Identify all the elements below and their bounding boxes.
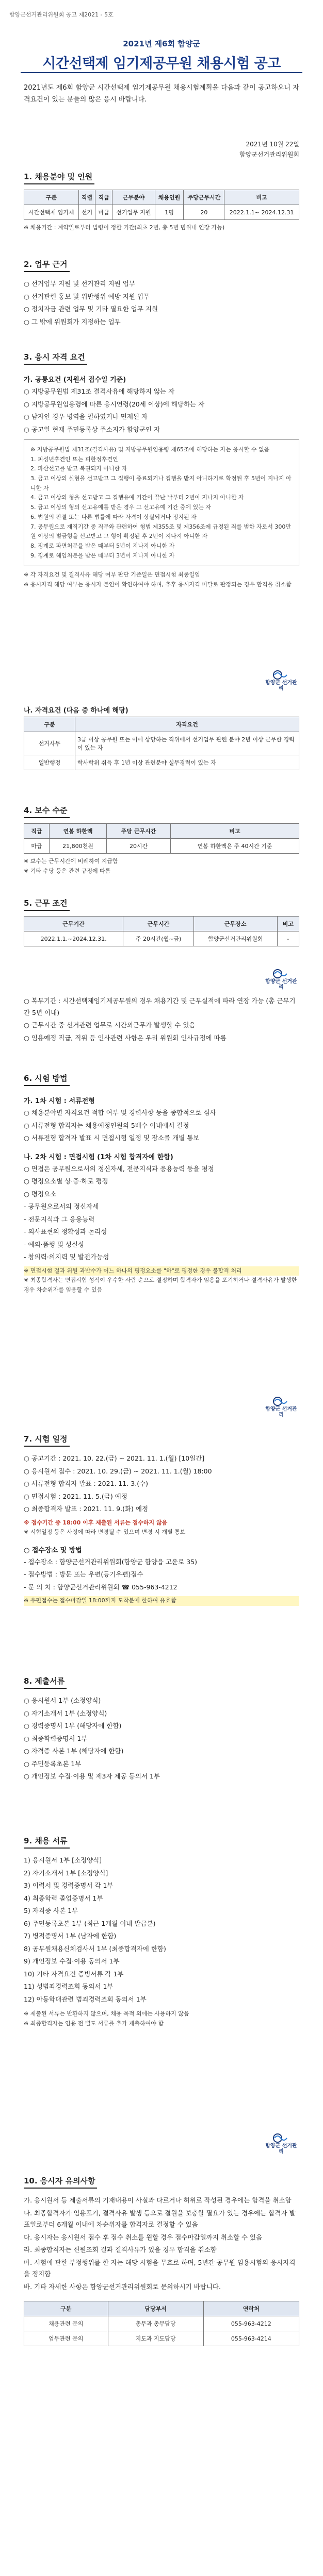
dateline [239,139,299,160]
table-header-row [24,190,299,205]
list-item: ○ 면접시험 : 2021. 11. 5.(금) 예정 [24,1492,127,1500]
stamp-logo [263,969,299,990]
note-text: ※ 최종합격자는 임용 전 별도 서류를 추가 제출하여야 함 [24,2020,164,2027]
note-text: 6. 법원의 판결 또는 다른 법률에 따라 자격이 상실되거나 정지된 자 [30,513,197,520]
stamp-label: 함양군 선거관리 [265,2143,297,2155]
header-year-line: 2021년 제6회 함양군 [123,39,200,48]
table-header: 연봉 하한액 [49,824,106,839]
list-item: 3) 이력서 및 경력증명서 각 1부 [24,1882,114,1889]
table-header: 구분 [24,2301,108,2316]
title-rule [21,72,302,73]
table-cell: 선거 [78,205,95,220]
list-item: ○ 근무시간 중 선거관련 업무로 시간외근무가 발생할 수 있음 [24,1021,196,1029]
section-schedule [24,1432,299,1606]
list-item: ○ 정치자금 관련 업무 및 기타 필요한 업무 지원 [24,305,158,313]
note-text: 7. 공무원으로 재직기간 중 직무와 관련하여 형법 제355조 및 제356조에 규정된 죄를 범한 자로서 300만원 이상의 벌금형을 선고받고 그 형이 확정된 후 2년이 지나지 아니한 자 [30,523,291,540]
list-item: 다. 응시자는 응시원서 접수 후 접수 취소를 원할 경우 접수마감일까지 취소할 수 있음 [24,2233,263,2241]
list-item: ○ 평정요소별 상·중·하로 평정 [24,1177,108,1185]
table-cell: 채용관련 문의 [24,2316,108,2331]
table-row [24,2331,299,2346]
list-item: 마. 시험에 관한 부정행위를 한 자는 해당 시험을 무효로 하며, 5년간 공무원 임용시험의 응시자격을 정지함 [24,2258,296,2278]
note-text: ※ 기타 수당 등은 관련 규정에 따름 [24,867,111,874]
subsection-title: 나. 2차 시험 : 면접시험 (1차 시험 합격자에 한함) [24,1153,173,1161]
list-item: ○ 공고일 현재 주민등록상 주소지가 함양군인 자 [24,425,160,433]
list-item: ○ 자기소개서 1부 (소정양식) [24,1709,107,1717]
list-item: ○ 서류전형 합격자 발표 시 면접시험 일정 및 장소를 개별 통보 [24,1134,200,1142]
qualification-table [24,717,299,770]
subsection-title: 가. 공통요건 (지원서 접수일 기준) [24,376,126,384]
list-item: - 문 의 처 : 함양군선거관리위원회 ☎ 055-963-4212 [24,1583,177,1591]
note-text: 4. 금고 이상의 형을 선고받고 그 집행유예 기간이 끝난 날부터 2년이 지나지 아니한 자 [30,494,244,501]
remark-text: ※ 각 자격요건 및 결격사유 해당 여부 판단 기준일은 면접시험 최종일임 [24,571,200,579]
list-item: 2) 자기소개서 1부 [소정양식] [24,1869,108,1877]
table-header: 근무기간 [24,917,123,931]
section-exam-method [24,1072,299,1295]
table-cell: - [277,931,299,946]
announce-signer: 함양군선거관리위원회 [239,151,299,159]
list-item: - 접수방법 : 방문 또는 우편(등기우편)접수 [24,1570,143,1579]
conditions-table [24,916,299,946]
list-item: ○ 서류전형 합격자는 채용예정인원의 5배수 이내에서 결정 [24,1121,189,1129]
table-header: 주당 근무시간 [107,824,171,839]
list-item: ○ 최종합격자 발표 : 2021. 11. 9.(화) 예정 [24,1505,149,1513]
table-cell: 선거업무 지원 [112,205,155,220]
section-title: 9. 채용 서류 [24,1834,70,1849]
list-item: ○ 최종학력증명서 1부 [24,1734,88,1742]
table-header: 직급 [95,190,112,205]
list-item: ○ 응시원서 접수 : 2021. 10. 29.(금) ~ 2021. 11. 1.(월) 18:00 [24,1467,212,1475]
table-header: 구분 [24,717,75,732]
table-header-row [24,917,299,931]
note-text: 1. 피성년후견인 또는 피한정후견인 [30,455,118,463]
stamp-logo [263,670,299,691]
section-hiring-docs [24,1834,299,2028]
list-item: ○ 선거업무 지원 및 선거관리 지원 업무 [24,280,135,287]
table-cell: 3급 이상 공무원 또는 이에 상당하는 직위에서 선거업무 관련 분야 2년 이상 근무한 경력이 있는 자 [75,732,299,755]
table-cell: 연봉 하한액은 주 40시간 기준 [171,839,299,854]
section-conditions-notes [24,994,299,1045]
table-cell: 마급 [95,205,112,220]
section-title: 3. 응시 자격 요건 [24,350,87,365]
table-header: 연락처 [203,2301,299,2316]
stamp-label: 함양군 선거관리 [265,979,297,990]
table-cell: 함양군선거관리위원회 [193,931,277,946]
table-header-row [24,717,299,732]
list-item: ○ 임용예정 직급, 직위 등 인사관련 사항은 우리 위원회 인사규정에 따름 [24,1033,227,1042]
table-cell: 일반행정 [24,755,75,770]
section-recruit [24,170,299,233]
list-item: ○ 경력증명서 1부 (해당자에 한함) [24,1722,122,1730]
section-notices [24,2174,299,2346]
table-cell: 20시간 [107,839,171,854]
list-item: ○ 지방공무원법 제31조 결격사유에 해당하지 않는 자 [24,387,175,395]
table-cell: 2022.1.1.~2024.12.31. [24,931,123,946]
section-title: 5. 근무 조건 [24,896,70,911]
table-cell: 업무관련 문의 [24,2331,108,2346]
table-header-row [24,824,299,839]
table-cell: 지도과 지도담당 [108,2331,203,2346]
subsection-title: 가. 1차 시험 : 서류전형 [24,1097,95,1105]
table-header: 구분 [24,190,79,205]
list-item: - 접수장소 : 함양군선거관리위원회(함양군 함양읍 고운로 35) [24,1557,197,1566]
list-item: - 의사표현의 정확성과 논리성 [24,1228,107,1235]
section-salary [24,804,299,876]
table-cell: 주 20시간(월~금) [123,931,194,946]
salary-table [24,823,299,854]
list-item: ○ 지방공무원임용령에 따른 응시연령(20세 이상)에 해당하는 자 [24,400,205,408]
list-item: 10) 기타 자격요건 증빙서류 각 1부 [24,1970,124,1978]
list-item: ○ 그 밖에 위원회가 지정하는 업무 [24,317,121,326]
section-qualifications [24,350,299,590]
table-header: 담당부서 [108,2301,203,2316]
document-number: 함양군선거관리위원회 공고 제2021 - 5호 [9,11,114,18]
table-header-row [24,2301,299,2316]
table-header: 근무분야 [112,190,155,205]
table-header: 비고 [224,190,299,205]
table-cell: 055-963-4214 [203,2331,299,2346]
list-item: ○ 평정요소 [24,1190,57,1198]
section-title: 6. 시험 방법 [24,1072,70,1086]
note-text: 2. 파산선고를 받고 복권되지 아니한 자 [30,465,127,472]
list-item: 7) 병적증명서 1부 (남자에 한함) [24,1932,117,1940]
table-row [24,931,299,946]
list-item: 4) 최종학력 졸업증명서 1부 [24,1894,103,1902]
table-header: 직급 [24,824,50,839]
table-header: 직렬 [78,190,95,205]
table-row [24,755,299,770]
table-cell: 1명 [155,205,184,220]
note-text: ※ 면접시험 결과 위원 과반수가 어느 하나의 평정요소를 "하"로 평정한 경우 불합격 처리 [24,1266,299,1276]
list-item: 가. 응시원서 등 제출서류의 기재내용이 사실과 다르거나 허위로 작성된 경우에는 합격을 취소함 [24,2196,292,2204]
list-item: ○ 응시원서 1부 (소정양식) [24,1697,101,1704]
section-title: 2. 업무 근거 [24,258,70,272]
list-item: - 공무원으로서의 정신자세 [24,1202,99,1210]
note-text: 9. 징계로 해임처분을 받은 때부터 3년이 지나지 아니한 자 [30,552,175,559]
disqualification-box [24,439,299,566]
table-cell: 20 [184,205,224,220]
table-cell: 학사학위 취득 후 1년 이상 관련분야 실무경력이 있는 자 [75,755,299,770]
section-title: 10. 응시자 유의사항 [24,2174,97,2189]
contact-table [24,2301,299,2346]
list-item: ○ 선거관련 홍보 및 위반행위 예방 지원 업무 [24,292,150,300]
table-header: 비고 [171,824,299,839]
list-item: 6) 주민등록초본 1부 (최근 1개월 이내 발급분) [24,1919,156,1927]
table-header: 자격요건 [75,717,299,732]
note-text: 5. 금고 이상의 형의 선고유예를 받은 경우 그 선고유예 기간 중에 있는 자 [30,504,211,511]
list-item: ○ 자격증 사본 1부 (해당자에 한함) [24,1747,124,1755]
note-text: 3. 금고 이상의 실형을 선고받고 그 집행이 종료되거나 집행을 받지 아니하기로 확정된 후 5년이 지나지 아니한 자 [30,475,292,492]
list-item: - 예의·품행 및 성실성 [24,1240,85,1248]
table-cell: 21,800천원 [49,839,106,854]
remark-text: ※ 응시자격 해당 여부는 응시자 본인이 확인하여야 하며, 추후 응시자격 미달로 판정되는 경우 합격을 취소함 [24,581,292,588]
section-title: 8. 제출서류 [24,1674,67,1689]
list-item: ○ 면접은 공무원으로서의 정신자세, 전문지식과 응용능력 등을 평정 [24,1164,214,1173]
section-documents [24,1674,299,1784]
table-cell: 2022.1.1~ 2024.12.31 [224,205,299,220]
list-item: - 창의력·의지력 및 발전가능성 [24,1253,109,1261]
table-cell: 총무과 총무담당 [108,2316,203,2331]
table-header: 주당근무시간 [184,190,224,205]
list-item: 5) 자격증 사본 1부 [24,1907,78,1914]
announce-date: 2021년 10월 22일 [246,141,299,148]
section-title: 4. 보수 수준 [24,804,70,818]
list-item: 1) 응시원서 1부 [소정양식] [24,1856,102,1864]
logo-icon [272,670,290,680]
logo-icon [272,1396,290,1406]
intro-text: 2021년도 제6회 함양군 시간선택제 임기제공무원 채용시험계획을 다음과 같이 공고하오니 자격요건이 있는 분들의 많은 응시 바랍니다. [24,84,299,104]
table-row [24,205,299,220]
note-text: ※ 우편접수는 접수마감일 18:00까지 도착분에 한하여 유효함 [24,1596,299,1606]
table-row [24,839,299,854]
stamp-logo [263,2133,299,2155]
recruit-table [24,190,299,220]
note-text: ※ 시험일정 등은 사정에 따라 변경될 수 있으며 변경 시 개별 통보 [24,1529,186,1536]
stamp-label: 함양군 선거관리 [265,1406,297,1418]
list-item: ○ 공고기간 : 2021. 10. 22.(금) ~ 2021. 11. 1.(월) [10일간] [24,1454,205,1462]
note-text: ※ 최종합격자는 면접시험 성적이 우수한 사람 순으로 결정하며 합격자가 임용을 포기하거나 결격사유가 발생한 경우 차순위자를 임용할 수 있음 [24,1277,297,1293]
logo-icon [272,969,290,979]
list-item: 8) 공무원채용신체검사서 1부 (최종합격자에 한함) [24,1944,166,1953]
note-text: ※ 접수기간 중 18:00 이후 제출된 서류는 접수하지 않음 [24,1519,168,1526]
subsection-title: 나. 자격요건 (다음 중 하나에 해당) [24,707,128,715]
list-item: 나. 최종합격자가 임용포기, 결격사유 발생 등으로 결원을 보충할 필요가 있는 경우에는 합격자 발표일로부터 6개월 이내에 차순위자를 합격자로 결정할 수 있음 [24,2209,296,2228]
list-item: 9) 개인정보 수집·이용 동의서 1부 [24,1957,120,1965]
recruit-note: ※ 채용기간 : 계약일로부터 법령이 정한 기간(최초 2년, 총 5년 범위내 연장 가능) [24,224,225,231]
header [0,38,323,72]
list-item: ○ 서류전형 합격자 발표 : 2021. 11. 3.(수) [24,1480,149,1487]
list-item: ○ 복무기간 : 시간선택제임기제공무원의 경우 채용기간 및 근무실적에 따라 연장 가능 (총 근무기간 5년 이내) [24,997,296,1016]
table-header: 비고 [277,917,299,931]
table-cell: 시간선택제 임기제 [24,205,79,220]
note-text: 8. 징계로 파면처분을 받은 때부터 5년이 지나지 아니한 자 [30,542,175,549]
note-text: ※ 보수는 근무시간에 비례하여 지급함 [24,858,118,865]
section-title: 1. 채용분야 및 인원 [24,170,94,184]
section-conditions [24,896,299,946]
table-header: 채용인원 [155,190,184,205]
list-item: 11) 성범죄경력조회 동의서 1부 [24,1982,114,1990]
table-row [24,732,299,755]
logo-icon [272,2133,290,2143]
section-qual-b [24,701,299,770]
section-duties [24,258,299,329]
table-cell: 마급 [24,839,50,854]
stamp-label: 함양군 선거관리 [265,680,297,691]
table-header: 근무장소 [193,917,277,931]
list-item: ○ 남자인 경우 병역을 필하였거나 면제된 자 [24,413,148,420]
page-title: 시간선택제 임기제공무원 채용시험 공고 [42,56,281,72]
table-cell: 선거사무 [24,732,75,755]
list-item: ○ 주민등록초본 1부 [24,1759,82,1768]
table-cell: 055-963-4212 [203,2316,299,2331]
section-title: 7. 시험 일정 [24,1432,70,1447]
table-row [24,2316,299,2331]
subsection-title: ○ 접수장소 및 방법 [24,1546,82,1554]
note-text: ※ 제출된 서류는 반환하지 않으며, 채용 목적 외에는 사용하지 않음 [24,2010,189,2017]
list-item: 12) 아동학대관련 범죄경력조회 동의서 1부 [24,1995,147,2003]
stamp-logo [263,1396,299,1418]
list-item: ○ 채용분야별 자격요건 적합 여부 및 경력사항 등을 종합적으로 심사 [24,1109,216,1116]
table-header: 근무시간 [123,917,194,931]
note-text: ※ 지방공무원법 제31조(결격사유) 및 지방공무원임용령 제65조에 해당하는 자는 응시할 수 없음 [30,446,270,453]
list-item: 바. 기타 자세한 사항은 함양군선거관리위원회로 문의하시기 바랍니다. [24,2282,221,2291]
list-item: ○ 개인정보 수집·이용 및 제3자 제공 동의서 1부 [24,1772,160,1780]
list-item: 라. 최종합격자는 신원조회 결과 결격사유가 있을 경우 합격을 취소함 [24,2246,217,2253]
list-item: - 전문지식과 그 응용능력 [24,1215,95,1223]
